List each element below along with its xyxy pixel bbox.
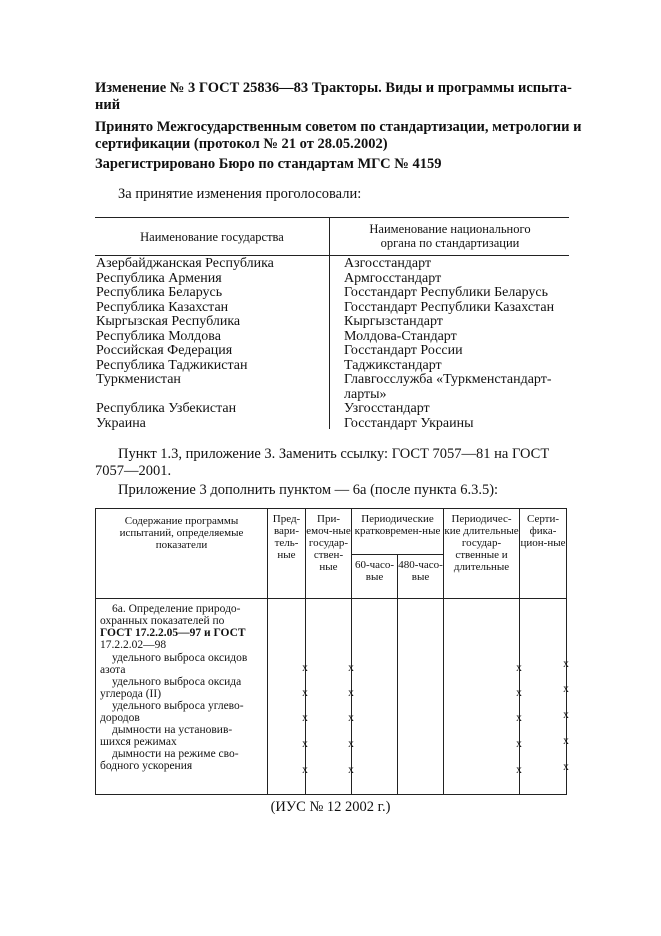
votes-top-rule xyxy=(95,217,569,218)
mark-x: x xyxy=(302,764,308,776)
paragraph-replace-ref xyxy=(95,446,571,480)
state-list xyxy=(96,257,326,431)
body-name: Госстандарт Республики Казахстан xyxy=(344,299,555,315)
mark-x: x xyxy=(348,687,354,699)
body-name: Главгосслужба «Туркменстандарт- xyxy=(344,372,552,387)
mark-x: x xyxy=(563,761,569,773)
votes-col-body-header-line1: Наименование национального xyxy=(369,222,531,236)
mark-x: x xyxy=(348,662,354,674)
registration-line: Зарегистрировано Бюро по стандартам МГС № 4159 xyxy=(95,156,442,172)
mark-x: x xyxy=(563,683,569,695)
state-name: Украина xyxy=(96,415,146,431)
content-item-title-2: охранных показателей по xyxy=(100,615,225,627)
header-preliminary: Пред-вари-тель-ные xyxy=(268,509,306,599)
mark-x: x xyxy=(516,764,522,776)
state-name: Российская Федерация xyxy=(96,343,233,358)
header-content: Содержание программы испытаний, определяемые показатели xyxy=(96,509,268,599)
body-name: Госстандарт России xyxy=(344,343,463,358)
state-name xyxy=(96,388,326,403)
header-60h: 60-часо-вые xyxy=(352,555,398,599)
body-name: Госстандарт Республики Беларусь xyxy=(344,285,549,300)
mark-x: x xyxy=(516,712,522,724)
col-acceptance xyxy=(306,599,352,795)
body-name: ларты» xyxy=(344,386,387,402)
votes-col-body-header xyxy=(330,222,570,250)
row-smoke-free-b: бодного ускорения xyxy=(100,760,193,772)
header-periodic-short: Периодические кратковремен-ные xyxy=(352,509,444,555)
content-item-title-1: 6а. Определение природо- xyxy=(112,603,241,615)
paragraph-replace-ref-line2: 7057—2001. xyxy=(95,463,172,479)
mark-x: x xyxy=(563,735,569,747)
col-480h xyxy=(398,599,444,795)
content-item-title-4: 17.2.2.02—98 xyxy=(100,639,167,651)
test-program-table xyxy=(95,508,567,795)
body-list xyxy=(344,257,570,431)
header-acceptance: При-емоч-ные государ-ствен-ные xyxy=(306,509,352,599)
state-name: Республика Казахстан xyxy=(96,299,229,315)
amendment-title-line1b: ний xyxy=(95,97,121,113)
paragraph-replace-ref-line1: Пункт 1.3, приложение 3. Заменить ссылку: ГОСТ 7057—81 на ГОСТ xyxy=(118,446,550,462)
body-name: Молдова-Стандарт xyxy=(344,328,457,344)
adoption-line2: сертификации (протокол № 21 от 28.05.2002) xyxy=(95,136,388,152)
body-name: Госстандарт Украины xyxy=(344,415,474,431)
footer-ius: (ИУС № 12 2002 г.) xyxy=(270,799,391,815)
row-nox-a: удельного выброса оксидов xyxy=(112,652,248,664)
mark-x: x xyxy=(302,712,308,724)
content-cell xyxy=(96,599,268,795)
header-periodic-long: Периодичес-кие длительные государ-ственные и длительные xyxy=(444,509,520,599)
votes-col-body-header-line2: органа по стандартизации xyxy=(380,236,520,250)
mark-x: x xyxy=(348,738,354,750)
header-480h: 480-часо-вые xyxy=(398,555,444,599)
state-name: Республика Таджикистан xyxy=(96,357,248,373)
row-hc-b: дородов xyxy=(100,712,140,724)
mark-x: x xyxy=(563,658,569,670)
body-name: Узгосстандарт xyxy=(344,401,430,416)
row-nox-b: азота xyxy=(100,664,126,676)
adoption-statement xyxy=(95,119,582,153)
state-name: Азербайджанская Республика xyxy=(96,256,274,271)
content-item-title-3: ГОСТ 17.2.2.05—97 и ГОСТ xyxy=(100,627,246,639)
state-name: Кыргызская Республика xyxy=(96,314,241,329)
mark-x: x xyxy=(516,662,522,674)
body-name: Азгосстандарт xyxy=(344,256,432,271)
mark-x: x xyxy=(563,709,569,721)
row-smoke-steady-a: дымности на установив- xyxy=(112,724,233,736)
col-certification xyxy=(520,599,567,795)
col-preliminary xyxy=(268,599,306,795)
state-name: Республика Беларусь xyxy=(96,285,223,300)
voting-intro: За принятие изменения проголосовали: xyxy=(118,186,362,202)
amendment-title xyxy=(95,80,571,114)
state-name: Республика Армения xyxy=(96,270,222,286)
paragraph-add-item: Приложение 3 дополнить пунктом — 6а (после пункта 6.3.5): xyxy=(118,482,499,498)
state-name: Республика Узбекистан xyxy=(96,401,237,416)
mark-x: x xyxy=(516,738,522,750)
mark-x: x xyxy=(302,662,308,674)
row-co-a: удельного выброса оксида xyxy=(112,676,242,688)
header-certification: Серти-фика-цион-ные xyxy=(520,509,567,599)
mark-x: x xyxy=(348,764,354,776)
mark-x: x xyxy=(348,712,354,724)
mark-x: x xyxy=(302,738,308,750)
body-name: Кыргызстандарт xyxy=(344,314,443,329)
state-name: Туркменистан xyxy=(96,372,181,387)
body-name: Армгосстандарт xyxy=(344,270,442,286)
mark-x: x xyxy=(302,687,308,699)
amendment-title-line1: Изменение № 3 ГОСТ 25836—83 Тракторы. Виды и программы испыта- xyxy=(95,80,572,96)
row-smoke-free-a: дымности на режиме сво- xyxy=(112,748,239,760)
adoption-line1: Принято Межгосударственным советом по стандартизации, метрологии и xyxy=(95,119,582,135)
body-name: Таджикстандарт xyxy=(344,357,442,373)
col-periodic-long xyxy=(444,599,520,795)
mark-x: x xyxy=(516,687,522,699)
row-co-b: углерода (II) xyxy=(100,688,162,700)
votes-col-state-header: Наименование государства xyxy=(140,230,284,244)
row-smoke-steady-b: шихся режимах xyxy=(100,736,177,748)
state-name: Республика Молдова xyxy=(96,328,221,344)
row-hc-a: удельного выброса углево- xyxy=(112,700,244,712)
